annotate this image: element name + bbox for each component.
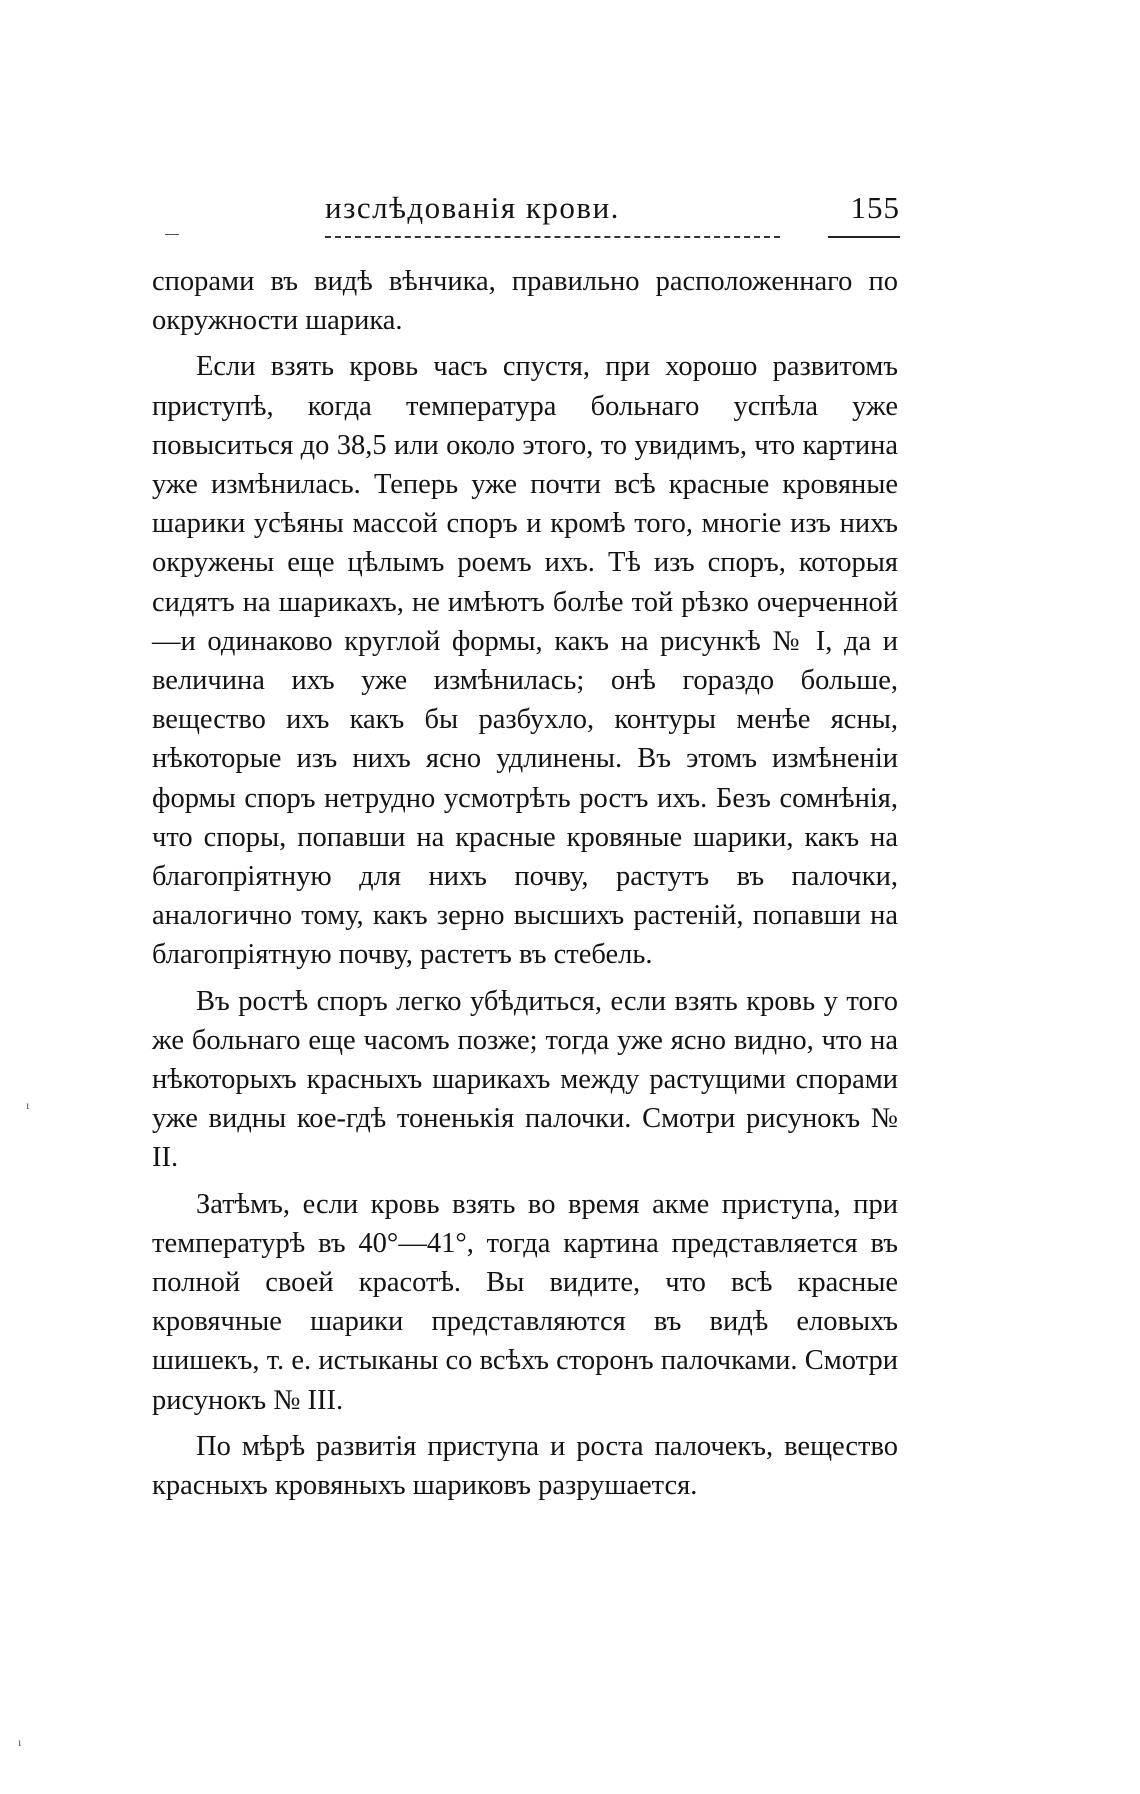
paragraph-3: Въ ростѣ споръ легко убѣдиться, если взять кровь у того же больнаго еще часомъ позже; тогда уже ясно видно, что на нѣкоторыхъ красныхъ шарикахъ между растущими спорами уже видны кое-гдѣ тоненькія палочки. Смотри рисунокъ № II. [152,985,898,1174]
header-rule-tick [165,234,179,235]
paragraph-1: спорами въ видѣ вѣнчика, правильно расположеннаго по окружности шарика. [152,266,898,337]
header-rule-number [828,236,900,238]
margin-speck-2: ı [18,1735,22,1749]
header-rule-title [325,236,780,238]
page-header [150,190,900,242]
running-title: изслѣдованія крови. [325,190,620,225]
page-number: 155 [850,190,900,225]
body-text [152,262,898,1512]
paragraph-4: Затѣмъ, если кровь взять во время акме приступа, при температурѣ въ 40°—41°, тогда картина представляется въ полной своей красотѣ. Вы видите, что всѣ красные кровячные шарики представляются въ видѣ еловыхъ шишекъ, т. е. истыканы со всѣхъ сторонъ палочками. Смотри рисунокъ № III. [152,1188,898,1416]
margin-speck-1: ı [26,1098,30,1112]
paragraph-5: По мѣрѣ развитія приступа и роста палочекъ, вещество красныхъ кровяныхъ шариковъ разрушается. [152,1430,898,1502]
paragraph-2: Если взять кровь часъ спустя, при хорошо развитомъ приступѣ, когда температура больнаго успѣла уже повыситься до 38,5 или около этого, то увидимъ, что картина уже измѣнилась. Теперь уже почти всѣ красные кровяные шарики усѣяны массой споръ и кромѣ того, многіе изъ нихъ окружены еще цѣлымъ роемъ ихъ. Тѣ изъ споръ, которыя сидятъ на шарикахъ, не имѣютъ болѣе той рѣзко очерченной—и одинаково круглой формы, какъ на рисункѣ № I, да и величина ихъ уже измѣнилась; онѣ гораздо больше, вещество ихъ какъ бы разбухло, контуры менѣе ясны, нѣкоторые изъ нихъ ясно удлинены. Въ этомъ измѣненіи формы споръ нетрудно усмотрѣть ростъ ихъ. Безъ сомнѣнія, что споры, попавши на красные кровяные шарики, какъ на благопріятную для нихъ почву, растутъ въ палочки, аналогично тому, какъ зерно высшихъ растеній, попавши на благопріятную почву, растетъ въ стебель. [152,351,898,971]
